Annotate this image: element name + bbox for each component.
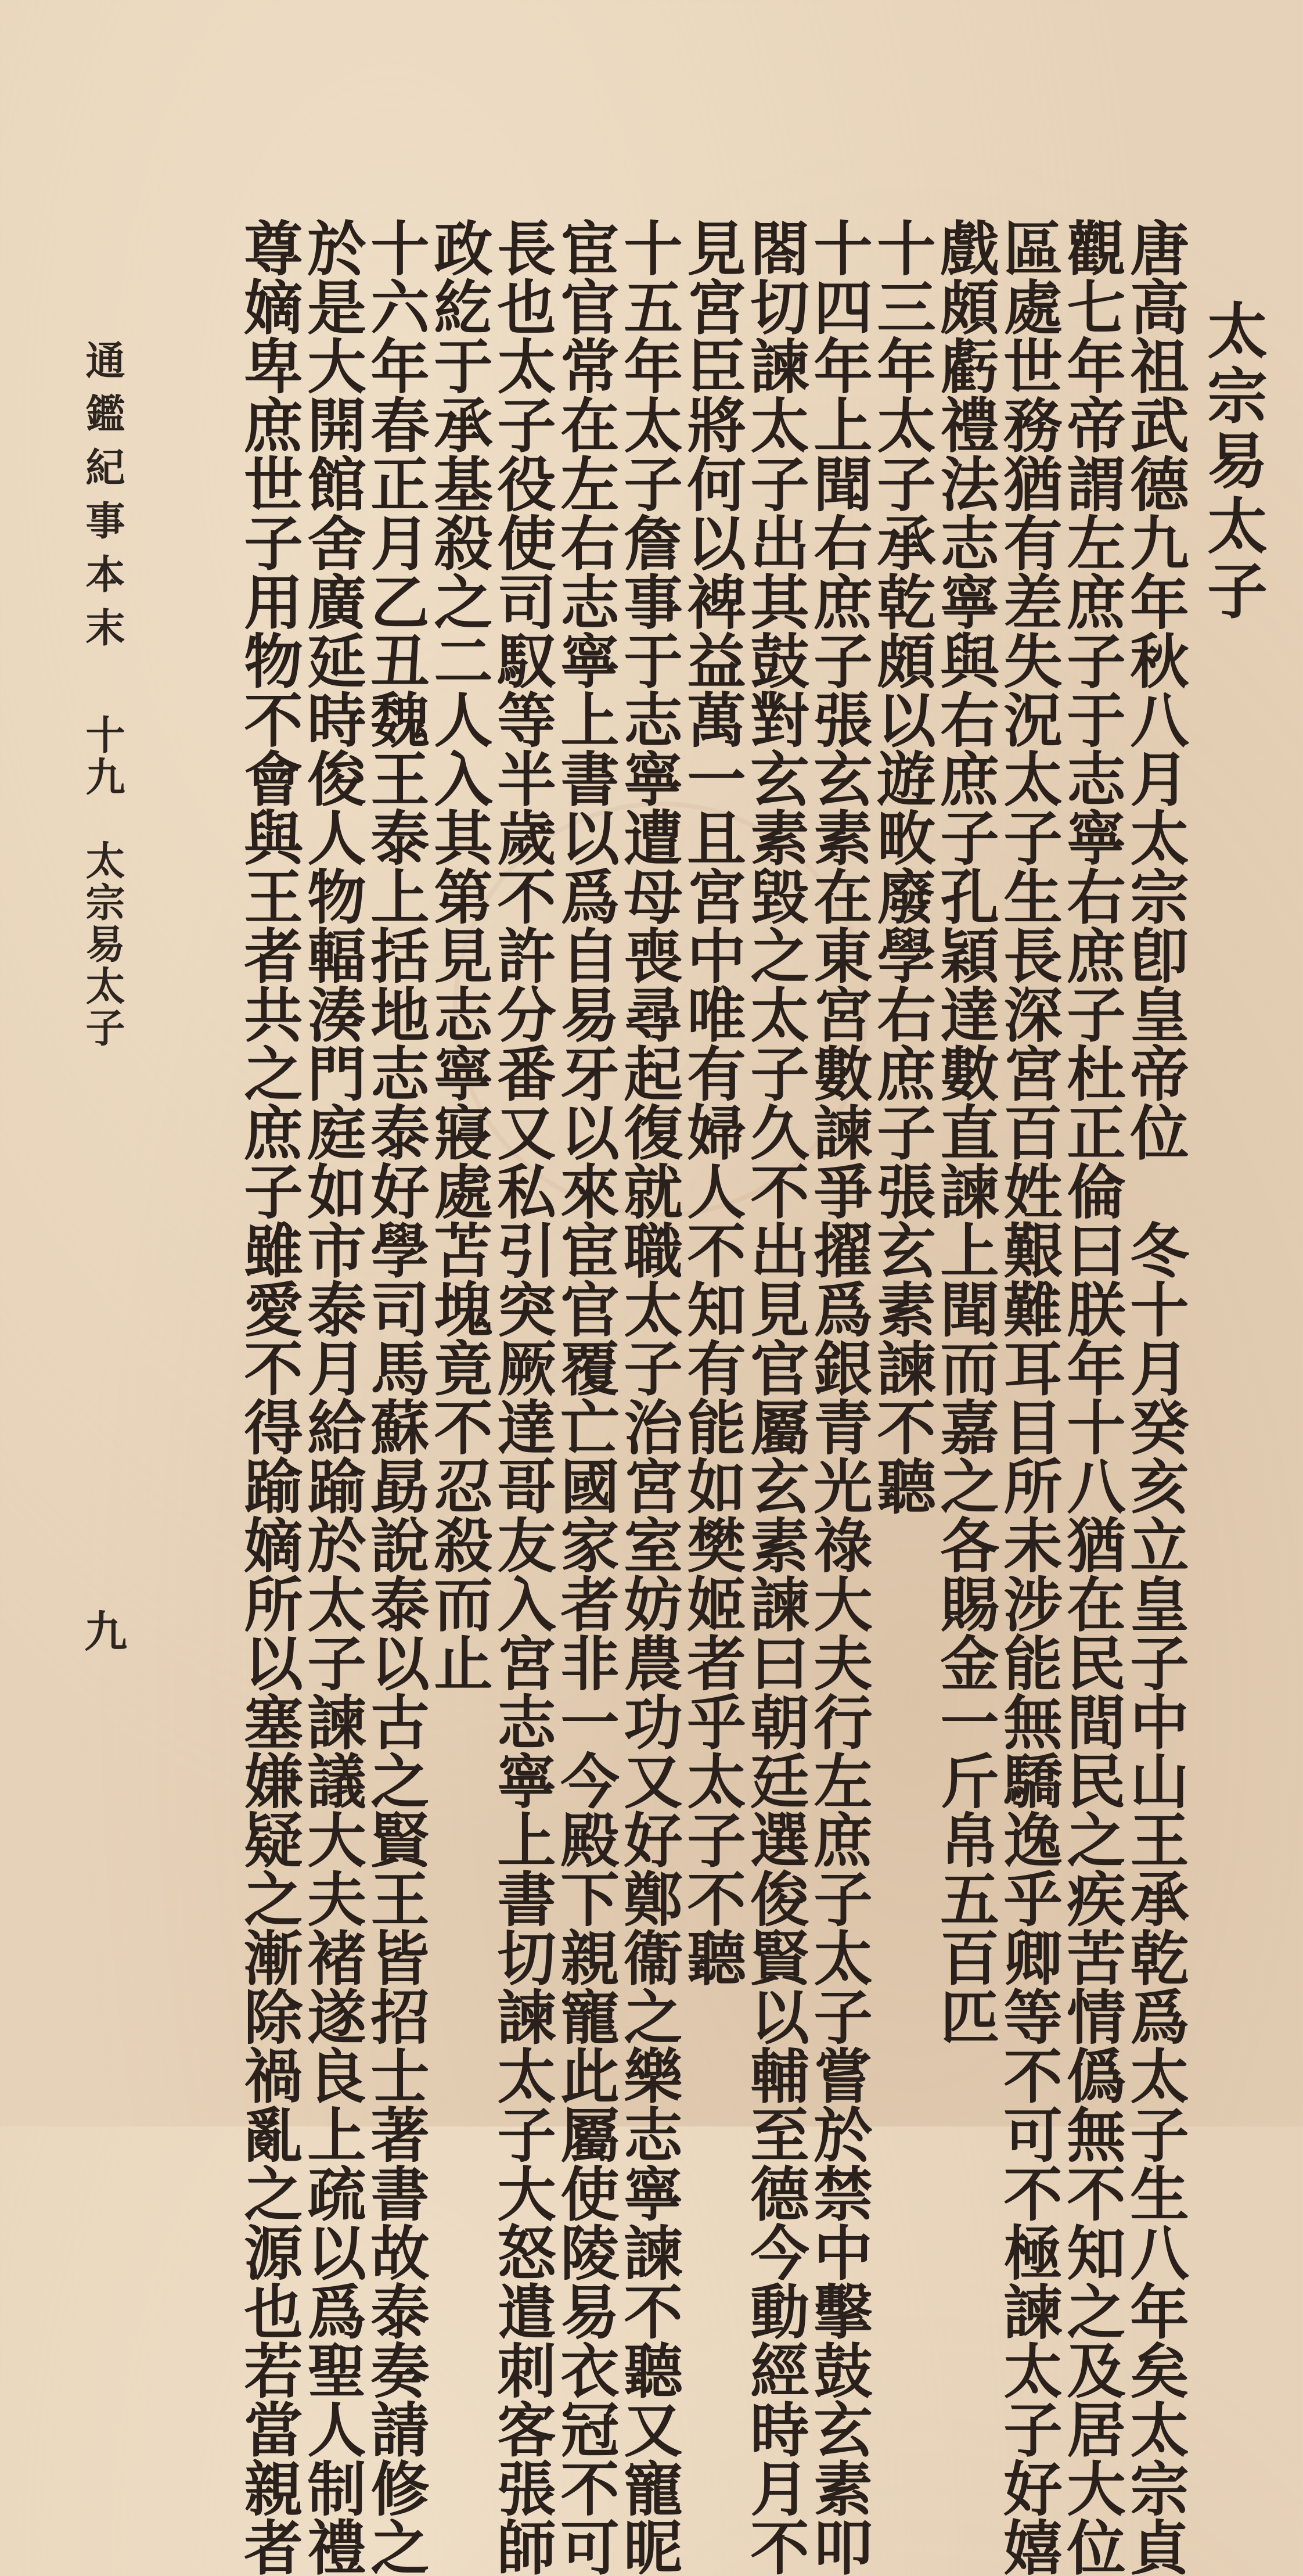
text-column-4: 戲頗虧禮法志寧與右庶子孔穎達數直諫上聞而嘉之各賜金一斤帛五百匹 [931,218,1000,2046]
text-column-12: 政紇于承基殺之二人入其第見志寧寢處苫塊竟不忍殺而止 [424,218,494,1692]
text-column-2: 觀七年帝謂左庶子于志寧右庶子杜正倫曰朕年十八猶在民間民之疾苦情僞無不知之及居大位 [1057,218,1126,2576]
text-column-6: 十四年上聞右庶子張玄素在東宮數諫爭擢爲銀青光祿大夫行左庶子太子嘗於禁中擊鼓玄素叩 [804,218,873,2576]
book-title: 通鑑紀事本末 [79,340,125,660]
text-column-9: 十五年太子詹事于志寧遭母喪尋起復就職太子治宮室妨農功又好鄭衞之樂志寧諫不聽又寵昵 [614,218,683,2576]
text-column-1: 唐高祖武德九年秋八月太宗卽皇帝位 冬十月癸亥立皇子中山王承乾爲太子生八年矣太宗貞 [1121,218,1190,2576]
page-number: 九 [77,1609,127,1652]
chapter-title: 太宗易太子 [1197,299,1268,624]
text-column-13: 十六年春正月乙丑魏王泰上括地志泰好學司馬蘇勗說泰以古之賢王皆招士著書故泰奏請修之 [361,218,430,2576]
text-column-15: 尊嫡卑庶世子用物不會與王者共之庶子雖愛不得踰嫡所以塞嫌疑之漸除禍亂之源也若當親者 [235,218,304,2576]
text-column-11: 長也太子役使司馭等半歲不許分番又私引突厥達哥友入宮志寧上書切諫太子大怒遣刺客張師 [488,218,557,2576]
text-column-8: 見宮臣將何以裨益萬一且宮中唯有婦人不知有能如樊姬者乎太子不聽 [678,218,747,1986]
chapter-label: 十九 太宗易太子 [79,714,125,1049]
text-column-5: 十三年太子承乾頗以遊畋廢學右庶子張玄素諫不聽 [868,218,937,1515]
text-column-14: 於是大開館舍廣延時俊人物輻湊門庭如市泰月給踰於太子諫議大夫褚遂良上疏以爲聖人制禮 [298,218,367,2576]
text-column-10: 宦官常在左右志寧上書以爲自易牙以來宦官覆亡國家者非一今殿下親寵此屬使陵易衣冠不可 [551,218,620,2576]
text-column-3: 區處世務猶有差失況太子生長深宮百姓艱難耳目所未涉能無驕逸乎卿等不可不極諫太子好嬉 [994,218,1063,2576]
text-column-7: 閤切諫太子出其鼓對玄素毀之太子久不出見官屬玄素諫曰朝廷選俊賢以輔至德今動經時月不 [741,218,810,2576]
